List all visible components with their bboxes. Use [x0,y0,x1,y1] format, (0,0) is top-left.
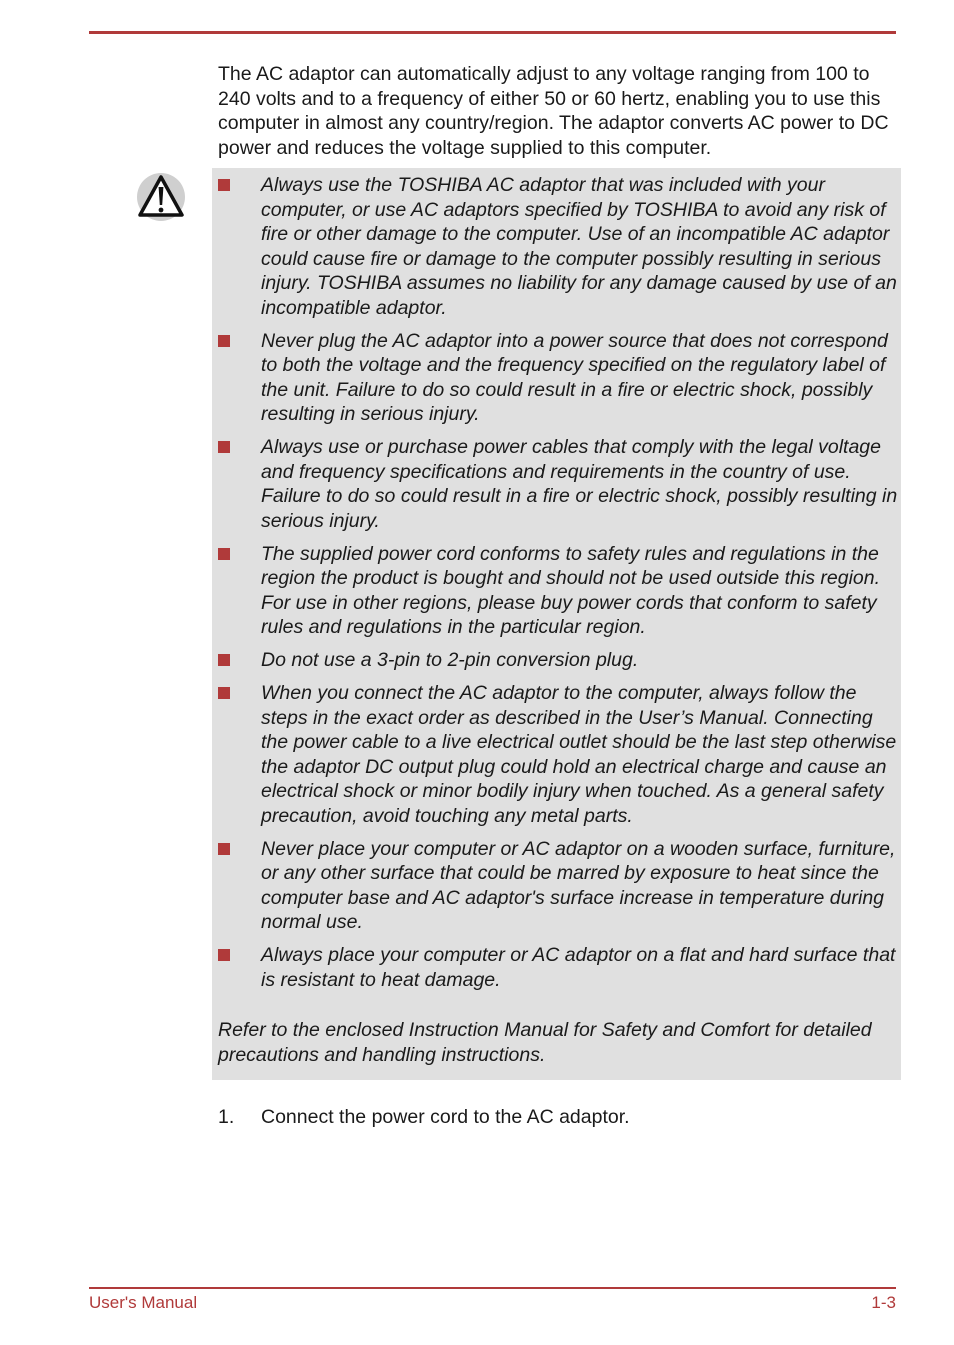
bullet-square-icon [218,548,230,560]
page-number: 1-3 [871,1293,896,1312]
bullet-square-icon [218,843,230,855]
warning-item [218,173,898,320]
warning-item [218,542,898,640]
warning-item-text: Do not use a 3-pin to 2-pin conversion plug. [261,649,639,671]
warning-triangle-icon [136,172,186,222]
warning-item-text: Always place your computer or AC adaptor on a flat and hard surface that is resistant to heat damage. [261,944,896,991]
warning-item [218,329,898,427]
bullet-square-icon [218,441,230,453]
warning-item [218,681,898,828]
footer-rule [89,1287,896,1289]
warning-item-text: The supplied power cord conforms to safety rules and regulations in the region the product is bought and should not be used outside this region. For use in other regions, please buy power cords that conform to safety rules and regulations in the particular region. [261,542,881,638]
bullet-square-icon [218,179,230,191]
warning-list [218,173,898,1001]
intro-paragraph: The AC adaptor can automatically adjust to any voltage ranging from 100 to 240 volts and to a frequency of either 50 or 60 hertz, enabling you to use this computer in almost any country/region. The adaptor converts AC power to DC power and reduces the voltage supplied to this computer. [218,63,889,159]
warning-item [218,837,898,935]
warning-item-text: Always use the TOSHIBA AC adaptor that was included with your computer, or use AC adaptors specified by TOSHIBA to avoid any risk of fire or other damage to the computer. Use of an incompatible AC adaptor could cause fire or damage to the computer possibly resulting in serious injury. TOSHIBA assumes no liability for any damage caused by use of an incompatible adaptor. [261,174,897,319]
warning-item-text: Never plug the AC adaptor into a power source that does not correspond to both the voltage and the frequency specified on the regulatory label of the unit. Failure to do so could result in a fire or electric shock, possibly resulting in serious injury. [261,329,888,425]
warning-item-text: Always use or purchase power cables that comply with the legal voltage and frequency specifications and requirements in the country of use. Failure to do so could result in a fire or electric shock, possibly resulting in serious injury. [261,436,898,532]
warning-item [218,648,898,673]
refer-note: Refer to the enclosed Instruction Manual for Safety and Comfort for detailed precautions and handling instructions. [218,1019,872,1066]
footer-title: User's Manual [89,1293,198,1312]
warning-item [218,943,898,992]
step-text: Connect the power cord to the AC adaptor. [261,1106,630,1128]
bullet-square-icon [218,335,230,347]
warning-item-text: When you connect the AC adaptor to the computer, always follow the steps in the exact order as described in the User’s Manual. Connecting the power cable to a live electrical outlet should be the last step otherwise the adaptor DC output plug could hold an electrical charge and cause an electrical shock or minor bodily injury when touched. As a general safety precaution, avoid touching any metal parts. [261,682,897,827]
bullet-square-icon [218,687,230,699]
warning-item [218,435,898,533]
warning-item-text: Never place your computer or AC adaptor on a wooden surface, furniture, or any other surface that could be marred by exposure to heat since the computer base and AC adaptor's surface increase in temperature during normal use. [261,837,896,933]
step-number: 1. [218,1106,235,1128]
bullet-square-icon [218,654,230,666]
header-rule [89,31,896,34]
bullet-square-icon [218,949,230,961]
